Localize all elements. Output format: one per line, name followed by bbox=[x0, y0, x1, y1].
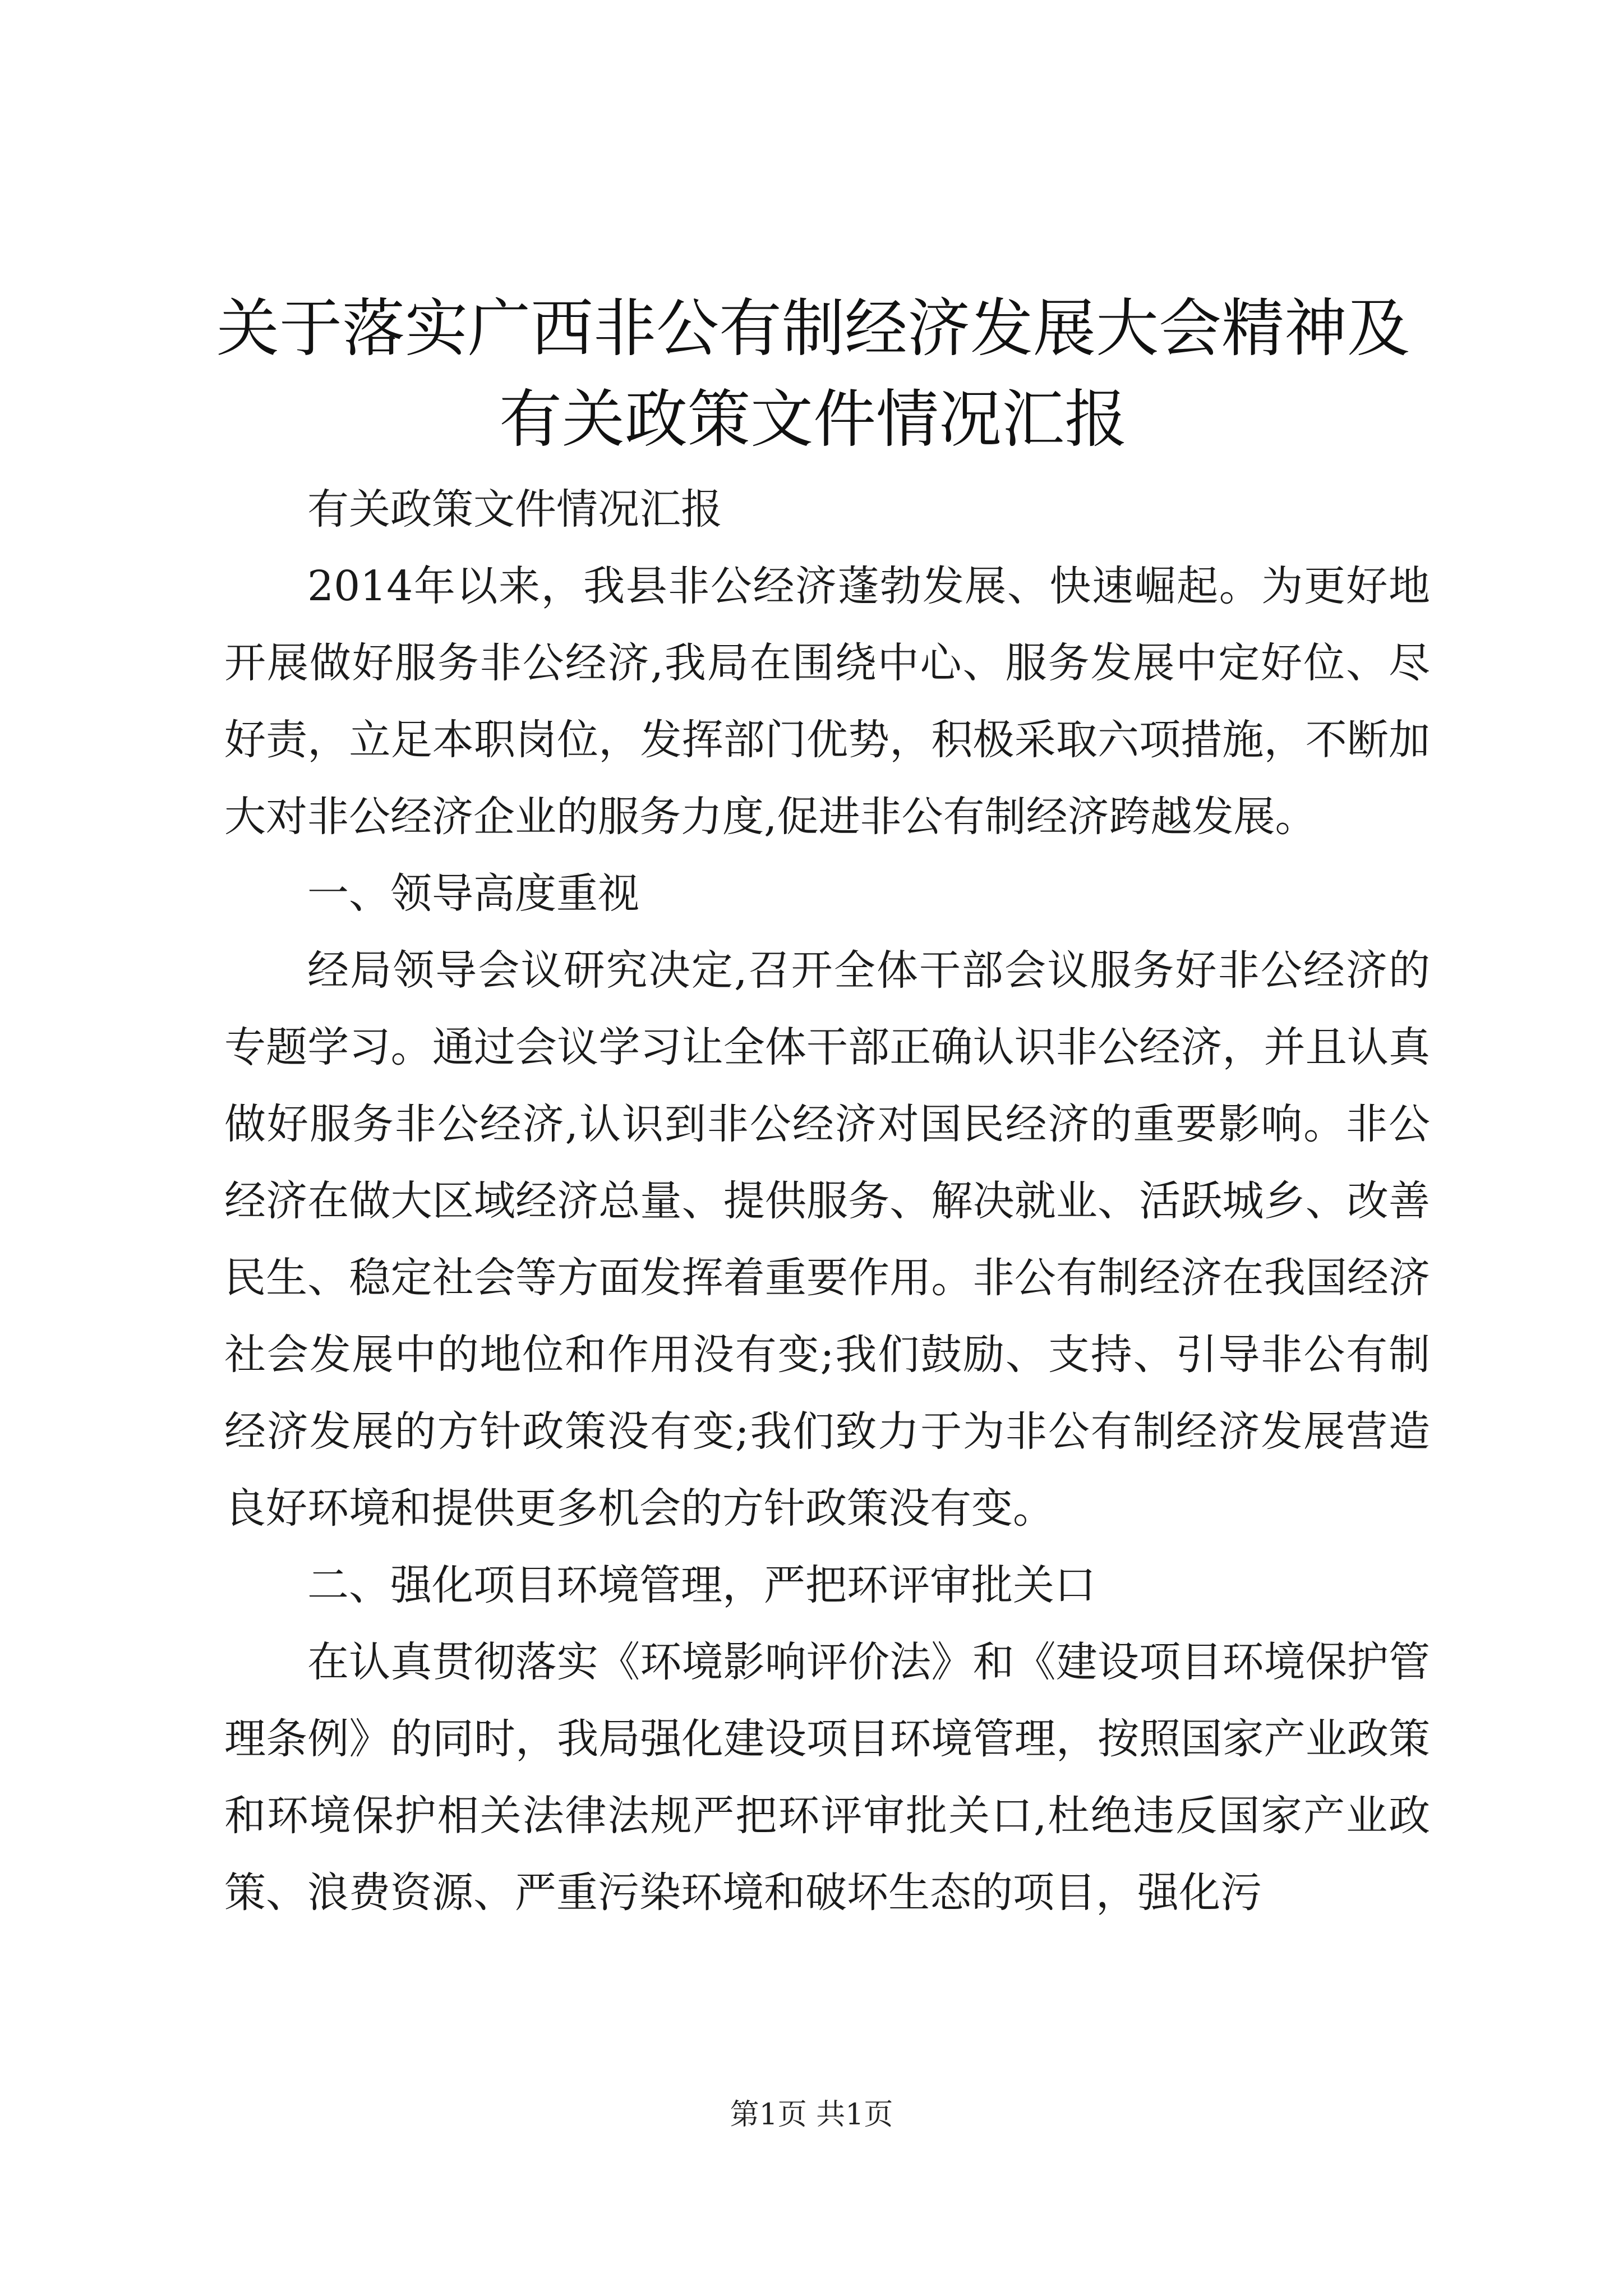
paragraph-section-1: 经局领导会议研究决定,召开全体干部会议服务好非公经济的专题学习。通过会议学习让全体干部正确认识非公经济，并且认真做好服务非公经济,认识到非公经济对国民经济的重要影响。非公经济在做大区域经济总量、提供服务、解决就业、活跃城乡、改善民生、稳定社会等方面发挥着重要作用。非公有制经济在我国经济社会发展中的地位和作用没有变;我们鼓励、支持、引导非公有制经济发展的方针政策没有变;我们致力于为非公有制经济发展营造良好环境和提供更多机会的方针政策没有变。 bbox=[224, 946, 1430, 1533]
page-number-footer: 第1页 共1页 bbox=[730, 2098, 893, 2132]
document-body bbox=[224, 471, 1430, 1931]
section-heading-1: 一、领导高度重视 bbox=[307, 869, 639, 918]
section-heading-2: 二、强化项目环境管理，严把环评审批关口 bbox=[307, 1561, 1096, 1609]
paragraph-section-2: 在认真贯彻落实《环境影响评价法》和《建设项目环境保护管理条例》的同时，我局强化建设项目环境管理，按照国家产业政策和环境保护相关法律法规严把环评审批关口,杜绝违反国家产业政策、浪费资源、严重污染环境和破坏生态的项目，强化污 bbox=[224, 1638, 1430, 1917]
paragraph-subtitle: 有关政策文件情况汇报 bbox=[307, 485, 722, 533]
paragraph-intro: 2014年以来，我县非公经济蓬勃发展、快速崛起。为更好地开展做好服务非公经济,我局在围绕中心、服务发展中定好位、尽好责，立足本职岗位，发挥部门优势，积极采取六项措施，不断加大对非公经济企业的服务力度,促进非公有制经济跨越发展。 bbox=[224, 562, 1430, 841]
document-title: 关于落实广西非公有制经济发展大会精神及有关政策文件情况汇报 bbox=[216, 292, 1410, 456]
